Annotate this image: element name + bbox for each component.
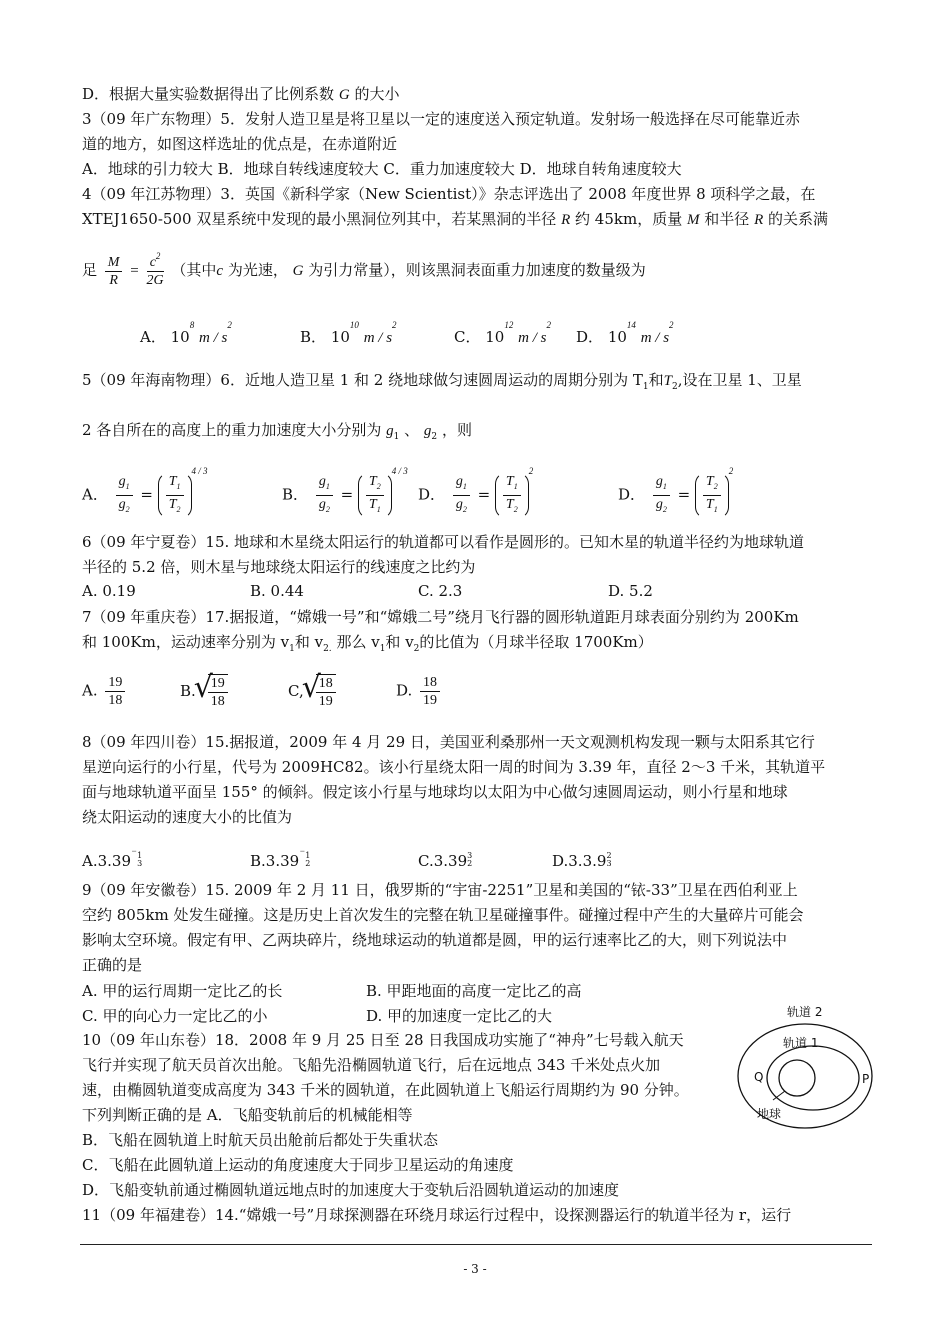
q9-option-d: D. 甲的加速度一定比乙的大 <box>366 1007 553 1025</box>
earth-circle <box>779 1060 815 1096</box>
page-number: - 3 - <box>463 1262 487 1276</box>
q10-stem-2: 飞行并实现了航天员首次出舱。飞船先沿椭圆轨道飞行，后在远地点 343 千米处点火加 <box>82 1056 661 1074</box>
point-q-label: Q <box>754 1070 764 1084</box>
q4-option-a: A． $10^8$ m / $s^2$ <box>140 320 232 346</box>
q8-stem-4: 绕太阳运动的速度大小的比值为 <box>82 808 293 826</box>
q3-stem-2: 道的地方，如图这样选址的优点是，在赤道附近 <box>82 135 398 153</box>
q10-option-b: B．飞船在圆轨道上时航天员出舱前后都处于失重状态 <box>82 1131 439 1149</box>
q8-option-c: C.3.39 3 2 <box>418 851 473 870</box>
q8-stem-3: 面与地球轨道平面呈 155° 的倾斜。假定该小行星与地球均以太阳为中心做匀速圆周运动，则小行星和地球 <box>82 783 788 801</box>
q4-option-c: C． $10^{12}$ m / $s^2$ <box>454 320 551 346</box>
q9-stem-4: 正确的是 <box>82 956 143 974</box>
q9-stem-1: 9（09 年安徽卷）15. 2009 年 2 月 11 日，俄罗斯的“宇宙-2251”卫星和美国的“铱-33”卫星在西伯利亚上 <box>82 881 798 899</box>
q5-stem-2: 2 各自所在的高度上的重力加速度大小分别为 $g_1$ 、 $g_2$ ，则 <box>82 421 472 442</box>
orbit-diagram <box>735 1000 875 1130</box>
q5-option-b: B． $\frac{g_1}{g_2}$ = $\frac{T_2}{T_1}$ $^{4 / 3}$ <box>282 472 408 519</box>
q5-option-c: D． $\frac{g_1}{g_2}$ = $\frac{T_1}{T_2}$ $^2$ <box>418 472 533 519</box>
q5-option-a: A． $\frac{g_1}{g_2}$ = $\frac{T_1}{T_2}$ $^{4 / 3}$ <box>82 472 208 519</box>
orbit-1-ellipse <box>767 1046 859 1110</box>
q6-option-b: B. 0.44 <box>250 582 304 600</box>
q9-option-b: B. 甲距地面的高度一定比乙的高 <box>366 982 582 1000</box>
q10-option-c: C．飞船在此圆轨道上运动的角度速度大于同步卫星运动的角速度 <box>82 1156 514 1174</box>
q7-option-b: B. √ $\frac{19}{18}$ <box>180 674 231 710</box>
q6-option-c: C. 2.3 <box>418 582 463 600</box>
q6-stem-2: 半径的 5.2 倍，则木星与地球绕太阳运行的线速度之比约为 <box>82 558 476 576</box>
q8-stem-1: 8（09 年四川卷）15.据报道，2009 年 4 月 29 日，美国亚利桑那州一天文观测机构发现一颗与太阳系其它行 <box>82 733 815 751</box>
q9-option-a: A. 甲的运行周期一定比乙的长 <box>82 982 283 1000</box>
q4-option-d: D． $10^{14}$ m / $s^2$ <box>576 320 674 346</box>
q4-stem-2: XTEJ1650-500 双星系统中发现的最小黑洞位列其中，若某黑洞的半径 R 约 45km，质量 M 和半径 R 的关系满 <box>82 210 829 228</box>
q10-stem-1: 10（09 年山东卷）18．2008 年 9 月 25 日至 28 日我国成功实施了“神舟”七号载入航天 <box>82 1031 684 1049</box>
q9-option-c: C. 甲的向心力一定比乙的小 <box>82 1007 268 1025</box>
q7-option-a: A. $\frac{19}{18}$ <box>82 674 128 709</box>
q3-options: A．地球的引力较大 B．地球自转线速度较大 C．重力加速度较大 D．地球自转角速度较大 <box>82 160 682 178</box>
q9-stem-2: 空约 805km 处发生碰撞。这是历史上首次发生的完整在轨卫星碰撞事件。碰撞过程中产生的大量碎片可能会 <box>82 906 804 924</box>
q8-option-d: D.3.3.9 2 3 <box>552 851 612 870</box>
q7-option-d: D. $\frac{18}{19}$ <box>396 674 443 709</box>
point-p-label: P <box>862 1072 870 1086</box>
q8-option-a: A.3.39− 1 3 <box>82 846 143 870</box>
q6-option-d: D. 5.2 <box>608 582 653 600</box>
q4-formula-right: $\frac{c^2}{2G}$ <box>146 250 164 288</box>
q7-stem-2: 和 100Km，运动速率分别为 $v_1$和 $v_{2.}$ 那么 $v_1$和 $v_2$的比值为（月球半径取 1700Km） <box>82 633 653 654</box>
q10-stem-4: 下列判断正确的是 A．飞船变轨前后的机械能相等 <box>82 1106 413 1124</box>
q8-stem-2: 星逆向运行的小行星，代号为 2009HC82。该小行星绕太阳一周的时间为 3.39 年，直径 2～3 千米，其轨道平 <box>82 758 826 776</box>
q4-stem-1: 4（09 年江苏物理）3．英国《新科学家（New Scientist）》杂志评选出了 2008 年度世界 8 项科学之最，在 <box>82 185 816 203</box>
q11-stem-1: 11（09 年福建卷）14.“嫦娥一号”月球探测器在环绕月球运行过程中，设探测器运行的轨道半径为 r，运行 <box>82 1206 792 1224</box>
earth-label: 地球 <box>757 1107 782 1121</box>
q7-stem-1: 7（09 年重庆卷）17.据报道，“嫦娥一号”和“嫦娥二号”绕月飞行器的圆形轨道距月球表面分别约为 200Km <box>82 608 799 626</box>
q10-stem-3: 速，由椭圆轨道变成高度为 343 千米的圆轨道，在此圆轨道上飞船运行周期约为 90 分钟。 <box>82 1081 689 1099</box>
orbit-1-label: 轨道 1 <box>783 1036 819 1050</box>
line-d-option: D．根据大量实验数据得出了比例系数 G 的大小 <box>82 85 400 103</box>
q7-option-c: C, √ $\frac{18}{19}$ <box>288 674 339 710</box>
q5-option-d: D． $\frac{g_1}{g_2}$ = $\frac{T_2}{T_1}$ $^2$ <box>618 472 733 519</box>
footer-rule <box>80 1244 872 1245</box>
q4-stem-3: 足 $\frac{M}{R}$ = $\frac{c^2}{2G}$ （其中c 为光速， G 为引力常量），则该黑洞表面重力加速度的数量级为 <box>82 250 646 288</box>
q6-option-a: A. 0.19 <box>82 582 136 600</box>
q9-stem-3: 影响太空环境。假定有甲、乙两块碎片，绕地球运动的轨道都是圆，甲的运行速率比乙的大，则下列说法中 <box>82 931 788 949</box>
q10-option-d: D．飞船变轨前通过椭圆轨道远地点时的加速度大于变轨后沿圆轨道运动的加速度 <box>82 1181 620 1199</box>
q8-option-b: B.3.39− 1 2 <box>250 846 311 870</box>
q5-stem-1: 5（09 年海南物理）6．近地人造卫星 1 和 2 绕地球做匀速圆周运动的周期分别为 $T_1$和$T_2$,设在卫星 1、卫星 <box>82 371 802 392</box>
orbit-2-label: 轨道 2 <box>787 1005 823 1019</box>
q3-stem-1: 3（09 年广东物理）5．发射人造卫星是将卫星以一定的速度送入预定轨道。发射场一般选择在尽可能靠近赤 <box>82 110 800 128</box>
q4-option-b: B． $10^{10}$ m / $s^2$ <box>300 320 397 346</box>
q4-formula-left: $\frac{M}{R}$ <box>105 254 123 289</box>
q6-stem-1: 6（09 年宁夏卷）15. 地球和木星绕太阳运行的轨道都可以看作是圆形的。已知木星的轨道半径约为地球轨道 <box>82 533 805 551</box>
